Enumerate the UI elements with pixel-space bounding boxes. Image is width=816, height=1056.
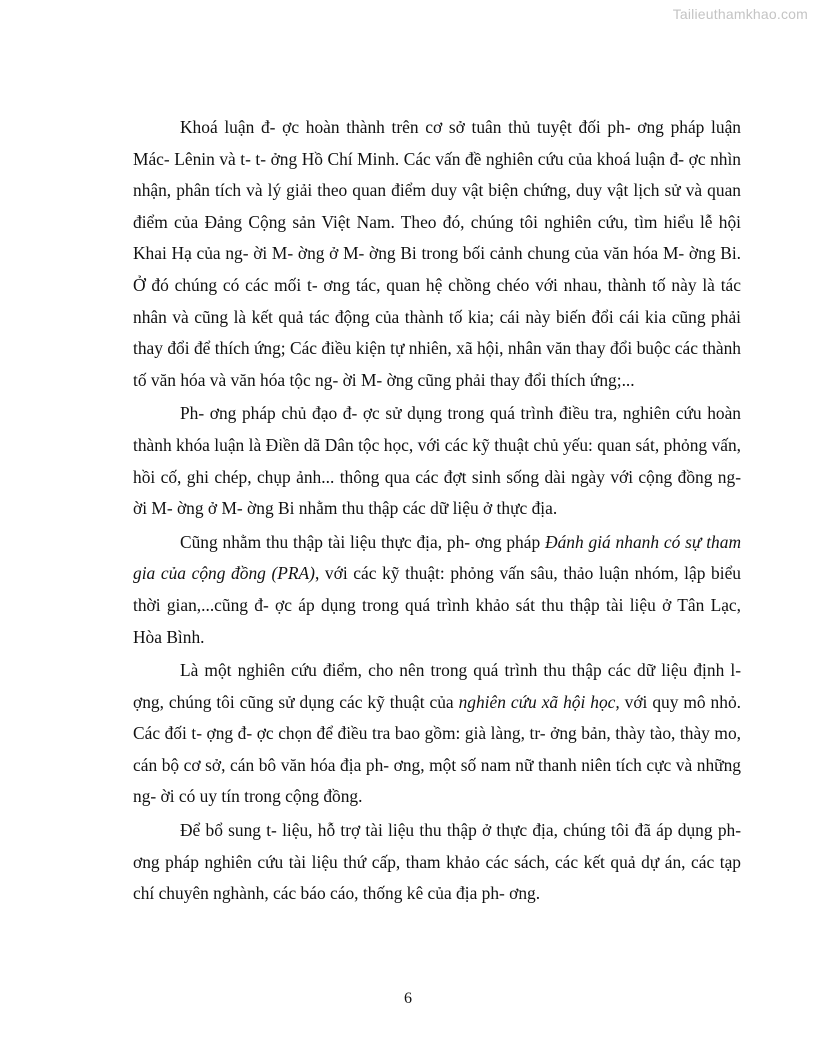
page-number: 6: [404, 990, 412, 1007]
sociology-italic-term: nghiên cứu xã hội học,: [458, 691, 620, 712]
watermark-text: Tailieuthamkhao.com: [672, 6, 808, 22]
paragraph-pra-method: [133, 527, 741, 653]
pra-text-after: , với các kỹ thuật: phỏng vấn sâu, thảo luận nhóm, lập biểu thời gian,...cũng đ- ợc áp dụng trong quá trình khảo sát thu thập tài liệu ở Tân Lạc, Hòa Bình.: [133, 563, 741, 647]
sociology-text-after: với quy mô nhỏ. Các đối t- ợng đ- ợc chọn để điều tra bao gồm: già làng, tr- ởng bản, thày tào, thày mo, cán bộ cơ sở, cán bô văn hóa địa ph- ơng, một số nam nữ thanh niên tích cực và những ng- ời có uy tín trong cộng đồng.: [133, 691, 741, 807]
paragraph-secondary-sources: Để bổ sung t- liệu, hỗ trợ tài liệu thu thập ở thực địa, chúng tôi đã áp dụng ph- ơng pháp nghiên cứu tài liệu thứ cấp, tham khảo các sách, các kết quả dự án, các tạp chí chuyên nghành, các báo cáo, thống kê của địa ph- ơng.: [133, 820, 741, 904]
pra-italic-term: Đánh giá nhanh có sự tham gia của cộng đồng (PRA): [133, 531, 742, 584]
document-body: [133, 112, 741, 912]
sociology-text-before: Là một nghiên cứu điểm, cho nên trong quá trình thu thập các dữ liệu định l- ợng, chúng tôi cũng sử dụng các kỹ thuật của: [133, 660, 741, 712]
paragraph-sociology-method: [133, 655, 741, 813]
paragraph-methodology: Khoá luận đ- ợc hoàn thành trên cơ sở tuân thủ tuyệt đối ph- ơng pháp luận Mác- Lênin và t- t- ởng Hồ Chí Minh. Các vấn đề nghiên cứu của khoá luận đ- ợc nhìn nhận, phân tích và lý giải theo quan điểm duy vật biện chứng, duy vật lịch sử và quan điểm của Đảng Cộng sản Việt Nam. Theo đó, chúng tôi nghiên cứu, tìm hiểu lễ hội Khai Hạ của ng- ời M- ờng ở M- ờng Bi trong bối cảnh chung của văn hóa M- ờng Bi. Ở đó chúng có các mối t- ơng tác, quan hệ chồng chéo với nhau, thành tố này là tác nhân và cũng là kết quả tác động của thành tố kia; cái này biến đổi cái kia cũng phải thay đổi để thích ứng; Các điều kiện tự nhiên, xã hội, nhân văn thay đổi buộc các thành tố văn hóa và văn hóa tộc ng- ời M- ờng cũng phải thay đổi thích ứng;...: [133, 117, 741, 390]
pra-text-before: Cũng nhằm thu thập tài liệu thực địa, ph- ơng pháp: [180, 531, 546, 552]
paragraph-fieldwork-method: Ph- ơng pháp chủ đạo đ- ợc sử dụng trong quá trình điều tra, nghiên cứu hoàn thành khóa luận là Điền dã Dân tộc học, với các kỹ thuật chủ yếu: quan sát, phỏng vấn, hồi cố, ghi chép, chụp ảnh... thông qua các đợt sinh sống dài ngày với cộng đồng ng- ời M- ờng ở M- ờng Bi nhằm thu thập các dữ liệu ở thực địa.: [133, 403, 741, 519]
